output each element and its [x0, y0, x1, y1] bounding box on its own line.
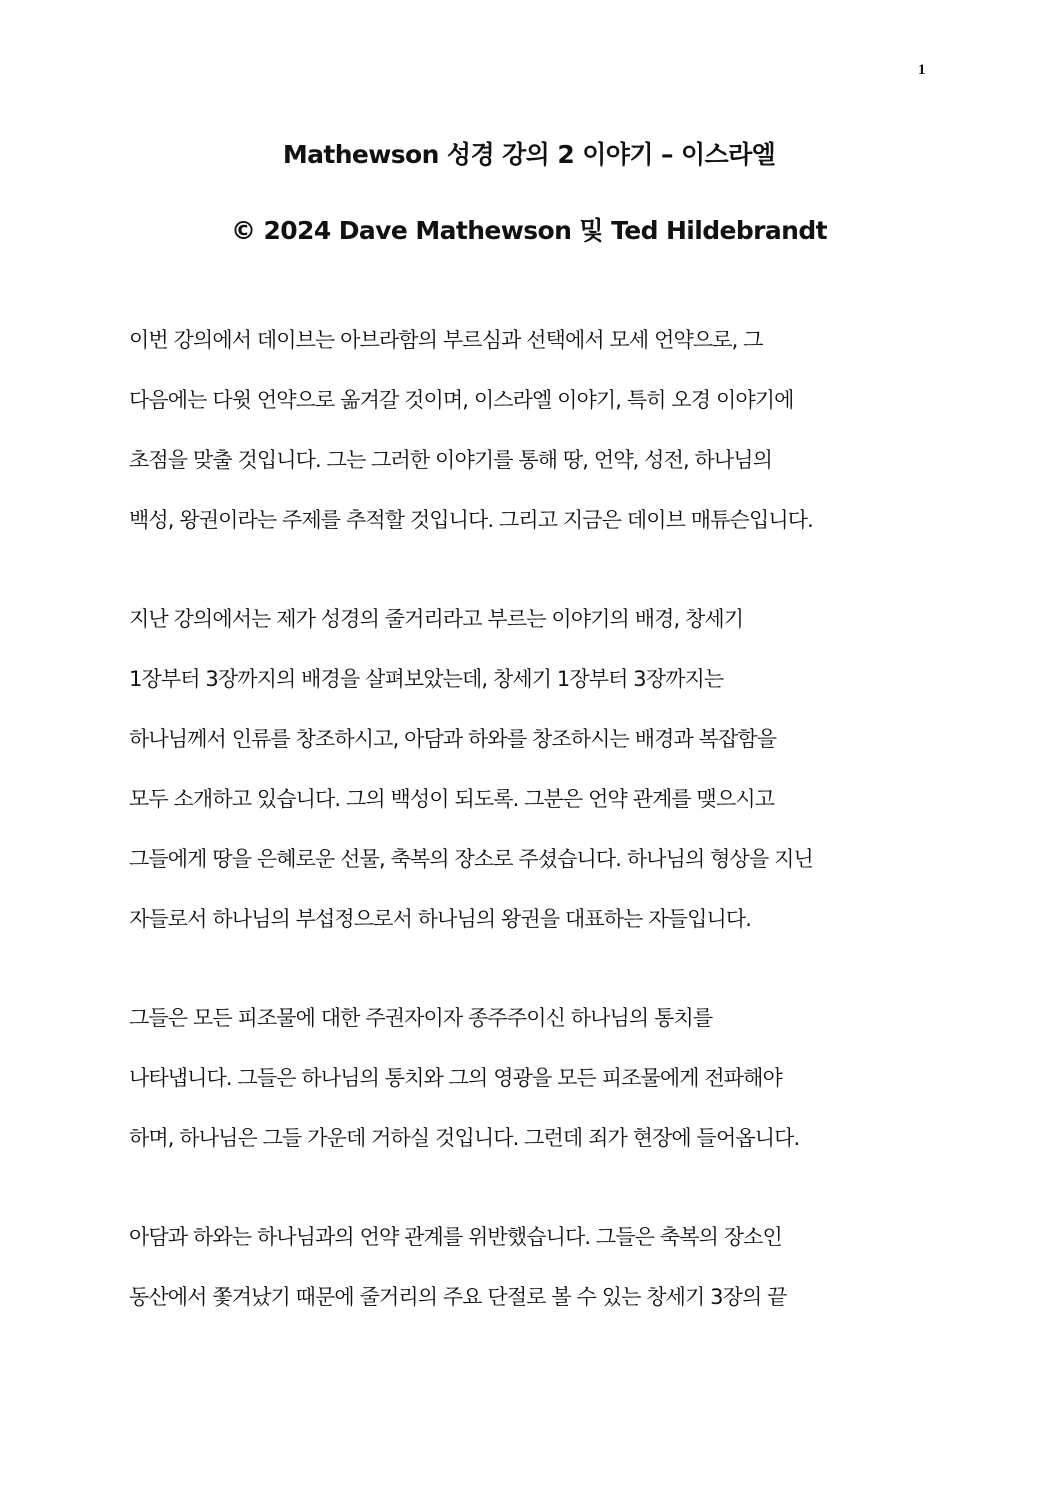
- text-line: 다음에는 다윗 언약으로 옮겨갈 것이며, 이스라엘 이야기, 특히 오경 이야기에: [129, 388, 794, 412]
- text-line: 하나님께서 인류를 창조하시고, 아담과 하와를 창조하시는 배경과 복잡함을: [129, 727, 777, 751]
- text-line: 1장부터 3장까지의 배경을 살펴보았는데, 창세기 1장부터 3장까지는: [129, 667, 724, 691]
- text-line: 그들은 모든 피조물에 대한 주권자이자 종주주이신 하나님의 통치를: [129, 1006, 713, 1030]
- text-line: 자들로서 하나님의 부섭정으로서 하나님의 왕권을 대표하는 자들입니다.: [129, 907, 752, 931]
- text-line: 나타냅니다. 그들은 하나님의 통치와 그의 영광을 모든 피조물에게 전파해야: [129, 1066, 782, 1090]
- document-title: Mathewson 성경 강의 2 이야기 – 이스라엘: [282, 140, 776, 169]
- text-line: 아담과 하와는 하나님과의 언약 관계를 위반했습니다. 그들은 축복의 장소인: [129, 1225, 782, 1249]
- text-line: 모두 소개하고 있습니다. 그의 백성이 되도록. 그분은 언약 관계를 맺으시고: [129, 787, 775, 811]
- text-line: 그들에게 땅을 은혜로운 선물, 축복의 장소로 주셨습니다. 하나님의 형상을 지닌: [129, 847, 813, 871]
- text-line: 이번 강의에서 데이브는 아브라함의 부르심과 선택에서 모세 언약으로, 그: [129, 328, 763, 352]
- copyright-line: © 2024 Dave Mathewson 및 Ted Hildebrandt: [230, 216, 828, 245]
- text-line: 초점을 맞출 것입니다. 그는 그러한 이야기를 통해 땅, 언약, 성전, 하나님의: [129, 448, 773, 472]
- text-line: 지난 강의에서는 제가 성경의 줄거리라고 부르는 이야기의 배경, 창세기: [129, 607, 744, 631]
- page-number: 1: [918, 62, 926, 78]
- text-line: 동산에서 쫓겨났기 때문에 줄거리의 주요 단절로 볼 수 있는 창세기 3장의 끝: [129, 1285, 787, 1309]
- text-line: 하며, 하나님은 그들 가운데 거하실 것입니다. 그런데 죄가 현장에 들어옵니다.: [129, 1126, 800, 1150]
- text-line: 백성, 왕권이라는 주제를 추적할 것입니다. 그리고 지금은 데이브 매튜슨입니다.: [129, 508, 813, 532]
